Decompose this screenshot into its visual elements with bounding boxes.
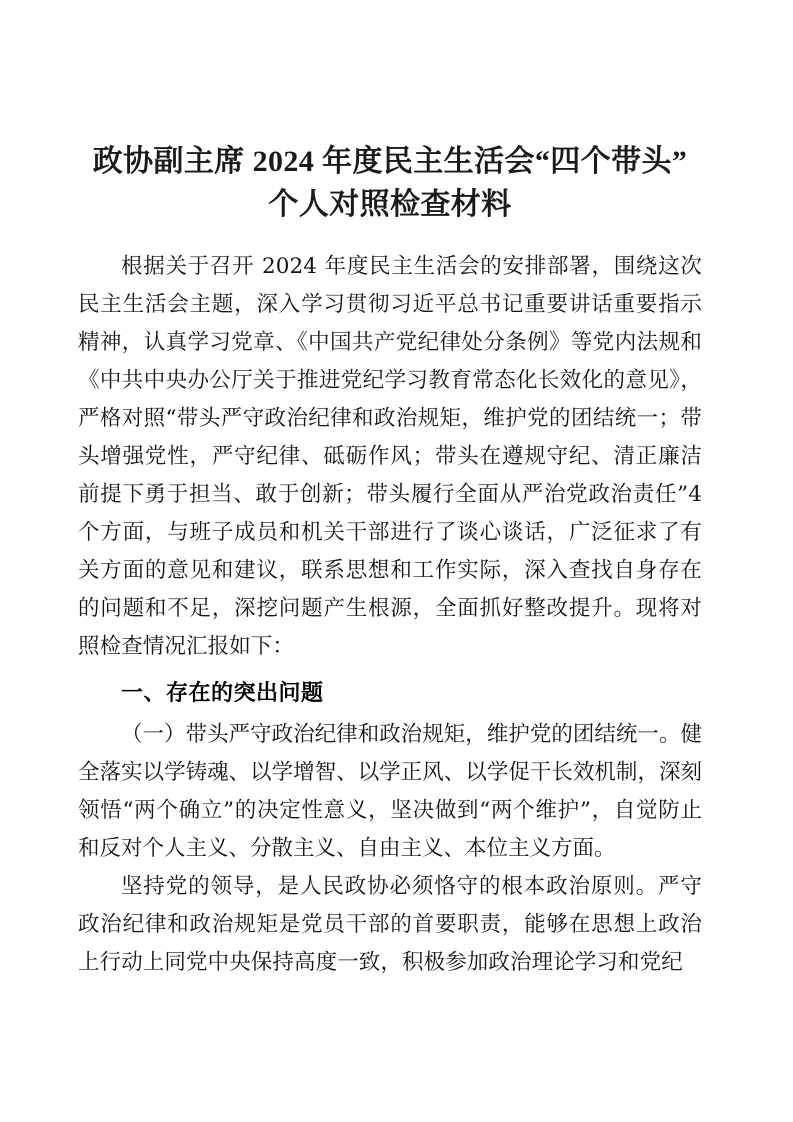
document-content-column — [78, 0, 702, 982]
page-title-line-1: 政协副主席 2024 年度民主生活会“四个带头” — [92, 145, 688, 178]
section-heading-level-1: 一、存在的突出问题 — [121, 680, 324, 705]
opening-paragraph: 根据关于召开 2024 年度民主生活会的安排部署，围绕这次民主生活会主题，深入学习贯彻习近平总书记重要讲话重要指示精神，认真学习党章、《中国共产党纪律处分条例》等党内法规和《中共中央办公厅关于推进党纪学习教育常态化长效化的意见》，严格对照“带头严守政治纪律和政治规矩，维护党的团结统一；带头增强党性，严守纪律、砥砺作风；带头在遵规守纪、清正廉洁前提下勇于担当、敢于创新；带头履行全面从严治党政治责任”4 个方面，与班子成员和机关干部进行了谈心谈话，广泛征求了有关方面的意见和建议，联系思想和工作实际，深入查找自身存在的问题和不足，深挖问题产生根源，全面抓好整改提升。现将对照检查情况汇报如下： — [78, 254, 702, 659]
subsection-heading-level-2: （一）带头严守政治纪律和政治规矩，维护党的团结统一。健全落实以学铸魂、以学增智、以学正风、以学促干长效机制，深刻领悟“两个确立”的决定性意义，坚决做到“两个维护”，自觉防止和反对个人主义、分散主义、自由主义、本位主义方面。 — [78, 722, 702, 861]
page-title — [78, 0, 702, 226]
page-title-line-2: 个人对照检查材料 — [268, 188, 512, 221]
body-paragraph-2: 坚持党的领导，是人民政协必须恪守的根本政治原则。严守政治纪律和政治规矩是党员干部的首要职责，能够在思想上政治上行动上同党中央保持高度一致，积极参加政治理论学习和党纪 — [78, 874, 702, 975]
